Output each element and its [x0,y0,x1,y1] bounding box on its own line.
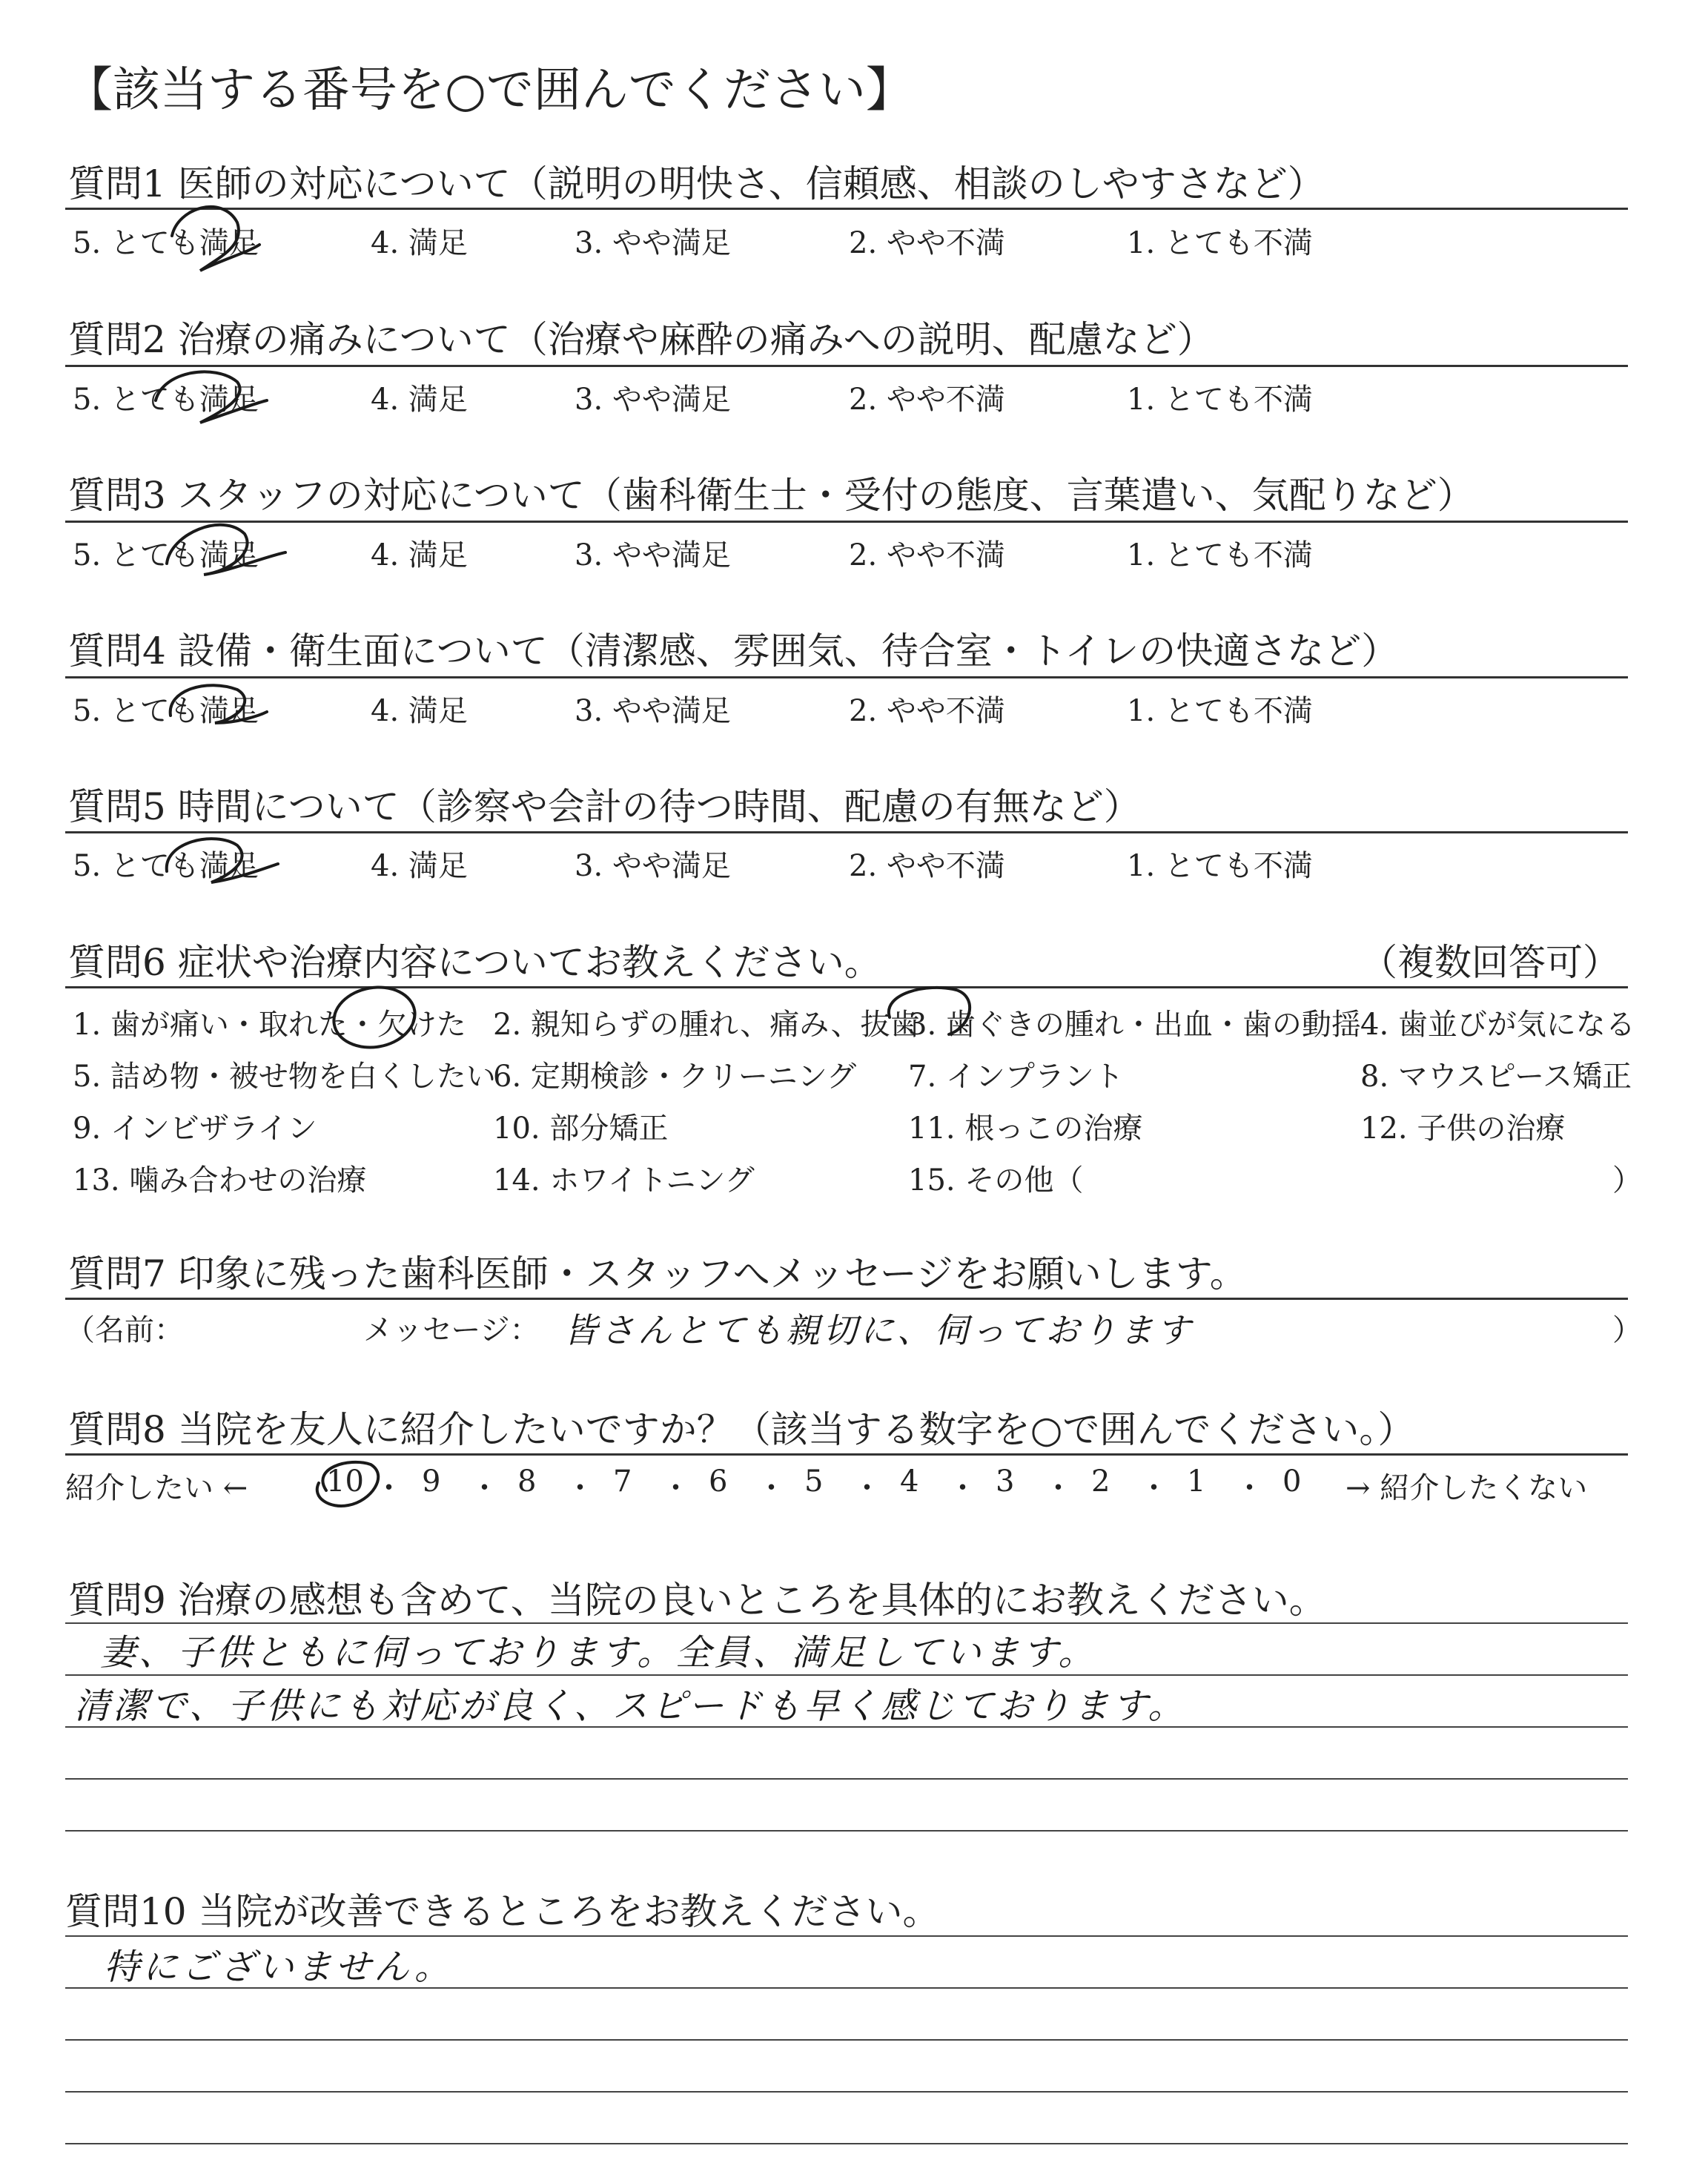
answer-line [65,2039,1628,2041]
q6-item[interactable]: 4. 歯並びが気になる [1360,1008,1635,1042]
q2-option-3[interactable]: 3. やや満足 [575,383,731,417]
q5-option-2[interactable]: 2. やや不満 [849,849,1005,883]
q6-item[interactable]: 8. マウスピース矯正 [1360,1060,1632,1094]
q2-option-4[interactable]: 4. 満足 [371,383,468,417]
q4-option-2[interactable]: 2. やや不満 [849,694,1005,728]
q5-option-4[interactable]: 4. 満足 [371,849,468,883]
q8-scale-option[interactable]: 5 [804,1464,824,1499]
q6-item[interactable]: 2. 親知らずの腫れ、痛み、抜歯 [493,1008,920,1042]
q8-scale-option[interactable]: 6 [709,1464,728,1499]
q8-scale-separator: ・ [469,1471,500,1505]
q6-item[interactable]: 6. 定期検診・クリーニング [493,1060,857,1094]
q8-scale-separator: ・ [565,1471,595,1505]
divider [65,676,1628,678]
q3-option-4[interactable]: 4. 満足 [371,538,468,572]
q8-scale-separator: ・ [947,1471,978,1505]
q2-option-5[interactable]: 5. とても満足 [73,383,259,417]
q8-scale-separator: ・ [1234,1471,1265,1505]
q6-item[interactable]: 7. インプラント [908,1060,1124,1094]
q3-option-3[interactable]: 3. やや満足 [575,538,731,572]
q9-answer-line-1[interactable]: 妻、子供ともに伺っております。全員、満足しています。 [100,1632,1097,1674]
divider [65,208,1628,210]
answer-line [65,1935,1628,1937]
q4-option-3[interactable]: 3. やや満足 [575,694,731,728]
q1-option-1[interactable]: 1. とても不満 [1127,226,1313,260]
q8-scale-option[interactable]: 1 [1187,1464,1206,1499]
q6-item[interactable]: 15. その他（ [908,1163,1084,1198]
q8-scale-option[interactable]: 2 [1091,1464,1110,1499]
q6-item[interactable]: 10. 部分矯正 [493,1112,669,1146]
q8-scale-option[interactable]: 9 [422,1464,441,1499]
question-2-title: 質問2 治療の痛みについて（治療や麻酔の痛みへの説明、配慮など） [68,318,1214,361]
q8-right-label: → 紹介したくない [1345,1471,1588,1505]
q6-item[interactable]: 12. 子供の治療 [1360,1112,1566,1146]
q5-option-5[interactable]: 5. とても満足 [73,849,259,883]
question-3-title: 質問3 スタッフの対応について（歯科衛生士・受付の態度、言葉遣い、気配りなど） [68,474,1474,517]
question-8-title: 質問8 当院を友人に紹介したいですか？（該当する数字を○で囲んでください。） [68,1408,1415,1451]
q2-option-1[interactable]: 1. とても不満 [1127,383,1313,417]
page-title: 【該当する番号を○で囲んでください】 [65,63,913,118]
divider [65,521,1628,523]
divider [65,1298,1628,1300]
question-6-title: 質問6 症状や治療内容についてお教えください。 [68,941,881,984]
q8-scale-option[interactable]: 10 [326,1464,364,1499]
q8-scale-separator: ・ [1043,1471,1073,1505]
question-7-title: 質問7 印象に残った歯科医師・スタッフへメッセージをお願いします。 [68,1252,1247,1295]
q5-option-1[interactable]: 1. とても不満 [1127,849,1313,883]
q6-item[interactable]: 11. 根っこの治療 [908,1112,1143,1146]
question-10-title: 質問10 当院が改善できるところをお教えください。 [65,1890,940,1933]
q6-item[interactable]: 13. 噛み合わせの治療 [73,1163,367,1198]
q6-item[interactable]: 9. インビザライン [73,1112,317,1146]
q8-scale-option[interactable]: 3 [996,1464,1015,1499]
question-1-title: 質問1 医師の対応について（説明の明快さ、信頼感、相談のしやすさなど） [68,162,1325,205]
q7-name-label: （名前： [65,1313,184,1347]
q1-option-4[interactable]: 4. 満足 [371,226,468,260]
answer-line [65,1778,1628,1780]
q10-answer-line-1[interactable]: 特にございません。 [104,1946,453,1988]
q9-answer-line-2[interactable]: 清潔で、子供にも対応が良く、スピードも早く感じております。 [74,1685,1187,1727]
divider [65,1453,1628,1456]
answer-line [65,2143,1628,2144]
q6-item[interactable]: 14. ホワイトニング [493,1163,755,1198]
q8-scale-option[interactable]: 0 [1282,1464,1302,1499]
q3-option-2[interactable]: 2. やや不満 [849,538,1005,572]
q6-item[interactable]: 3. 歯ぐきの腫れ・出血・歯の動揺 [908,1008,1361,1042]
q7-message-label: メッセージ： [363,1313,540,1347]
q6-item[interactable]: 1. 歯が痛い・取れた・欠けた [73,1008,466,1042]
q8-left-label: 紹介したい ← [65,1471,248,1505]
q7-message-handwritten[interactable]: 皆さんとても親切に、伺っております [563,1310,1194,1350]
question-9-title: 質問9 治療の感想も含めて、当院の良いところを具体的にお教えください。 [68,1579,1326,1622]
q6-item[interactable]: 5. 詰め物・被せ物を白くしたい [73,1060,496,1094]
q8-scale-separator: ・ [1139,1471,1169,1505]
q3-option-5[interactable]: 5. とても満足 [73,538,259,572]
q4-option-1[interactable]: 1. とても不満 [1127,694,1313,728]
q6-closing-paren: ） [1612,1163,1642,1198]
q4-option-5[interactable]: 5. とても満足 [73,694,259,728]
divider [65,986,1628,988]
q1-option-2[interactable]: 2. やや不満 [849,226,1005,260]
question-6-note: （複数回答可） [1360,941,1620,984]
q3-option-1[interactable]: 1. とても不満 [1127,538,1313,572]
q8-scale-separator: ・ [852,1471,882,1505]
q1-option-3[interactable]: 3. やや満足 [575,226,731,260]
answer-line [65,2091,1628,2093]
q4-option-4[interactable]: 4. 満足 [371,694,468,728]
question-4-title: 質問4 設備・衛生面について（清潔感、雰囲気、待合室・トイレの快適さなど） [68,630,1399,673]
q5-option-3[interactable]: 3. やや満足 [575,849,731,883]
q8-scale-option[interactable]: 7 [613,1464,632,1499]
answer-line [65,1830,1628,1832]
divider [65,365,1628,367]
q8-scale-separator: ・ [374,1471,404,1505]
q7-closing-paren: ） [1612,1313,1642,1347]
q8-scale-option[interactable]: 4 [900,1464,919,1499]
q1-option-5[interactable]: 5. とても満足 [73,226,259,260]
question-5-title: 質問5 時間について（診察や会計の待つ時間、配慮の有無など） [68,785,1141,828]
q8-scale-separator: ・ [661,1471,691,1505]
divider [65,831,1628,833]
q2-option-2[interactable]: 2. やや不満 [849,383,1005,417]
q8-scale-separator: ・ [756,1471,787,1505]
q8-scale-option[interactable]: 8 [517,1464,537,1499]
